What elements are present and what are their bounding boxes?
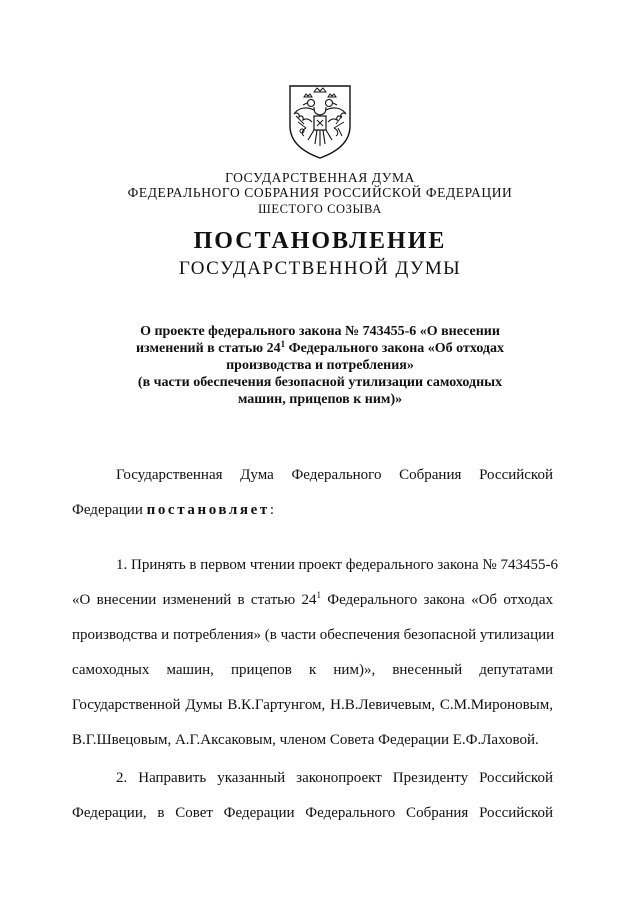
paragraph-1-line-1: 1. Принять в первом чтении проект федерального закона № 743455-6 xyxy=(116,557,558,573)
document-subtitle: ГОСУДАРСТВЕННОЙ ДУМЫ xyxy=(178,258,462,279)
subject-superscript: 1 xyxy=(280,339,286,349)
paragraph-1-line-6: В.Г.Швецовым, А.Г.Аксаковым, членом Совета Федерации Е.Ф.Лаховой. xyxy=(72,732,539,748)
paragraph-2 xyxy=(72,761,553,831)
resolves-word: постановляет xyxy=(146,502,270,518)
org-name-line-2: ФЕДЕРАЛЬНОГО СОБРАНИЯ РОССИЙСКОЙ ФЕДЕРАЦИИ xyxy=(127,185,513,200)
convocation-line: ШЕСТОГО СОЗЫВА xyxy=(258,202,382,216)
paragraph-1-line-2-part-a: «О внесении изменений в статью 24 xyxy=(72,592,317,608)
subject-line-4: (в части обеспечения безопасной утилизации самоходных xyxy=(137,375,503,390)
subject-line-5: машин, прицепов к ним)» xyxy=(237,392,403,407)
paragraph-1-line-5: Государственной Думы В.К.Гартунгом, Н.В.Левичевым, С.М.Мироновым, xyxy=(72,697,553,713)
subject-line-2 xyxy=(0,340,640,357)
subject-line-2-part-a: изменений в статью 24 xyxy=(135,341,281,356)
paragraph-1-superscript: 1 xyxy=(316,590,321,600)
paragraph-1-line-4: самоходных машин, прицепов к ним)», внесенный депутатами xyxy=(72,662,553,678)
intro-paragraph xyxy=(72,458,553,528)
intro-line-2 xyxy=(72,493,553,528)
paragraph-1-line-2 xyxy=(72,583,553,618)
org-name-line-1: ГОСУДАРСТВЕННАЯ ДУМА xyxy=(225,170,415,185)
document-subject xyxy=(0,323,640,408)
intro-line-2-part-a: Федерации xyxy=(72,502,147,518)
intro-line-2-part-b: : xyxy=(269,502,275,518)
paragraph-1 xyxy=(72,548,558,758)
subject-line-3: производства и потребления» xyxy=(226,358,414,373)
paragraph-2-line-2: Федерации, в Совет Федерации Федерального Собрания Российской xyxy=(72,805,553,821)
subject-line-1: О проекте федерального закона № 743455-6 «О внесении xyxy=(140,324,500,339)
document-title: ПОСТАНОВЛЕНИЕ xyxy=(193,228,447,254)
paragraph-2-line-1: 2. Направить указанный законопроект Президенту Российской xyxy=(116,770,553,786)
subject-line-2-part-b: Федерального закона «Об отходах xyxy=(285,341,505,356)
intro-line-1: Государственная Дума Федерального Собрания Российской xyxy=(116,467,553,483)
paragraph-1-line-2-part-b: Федерального закона «Об отходах xyxy=(320,592,553,608)
coat-of-arms-icon xyxy=(284,82,356,160)
paragraph-1-line-3: производства и потребления» (в части обеспечения безопасной утилизации xyxy=(72,627,555,643)
